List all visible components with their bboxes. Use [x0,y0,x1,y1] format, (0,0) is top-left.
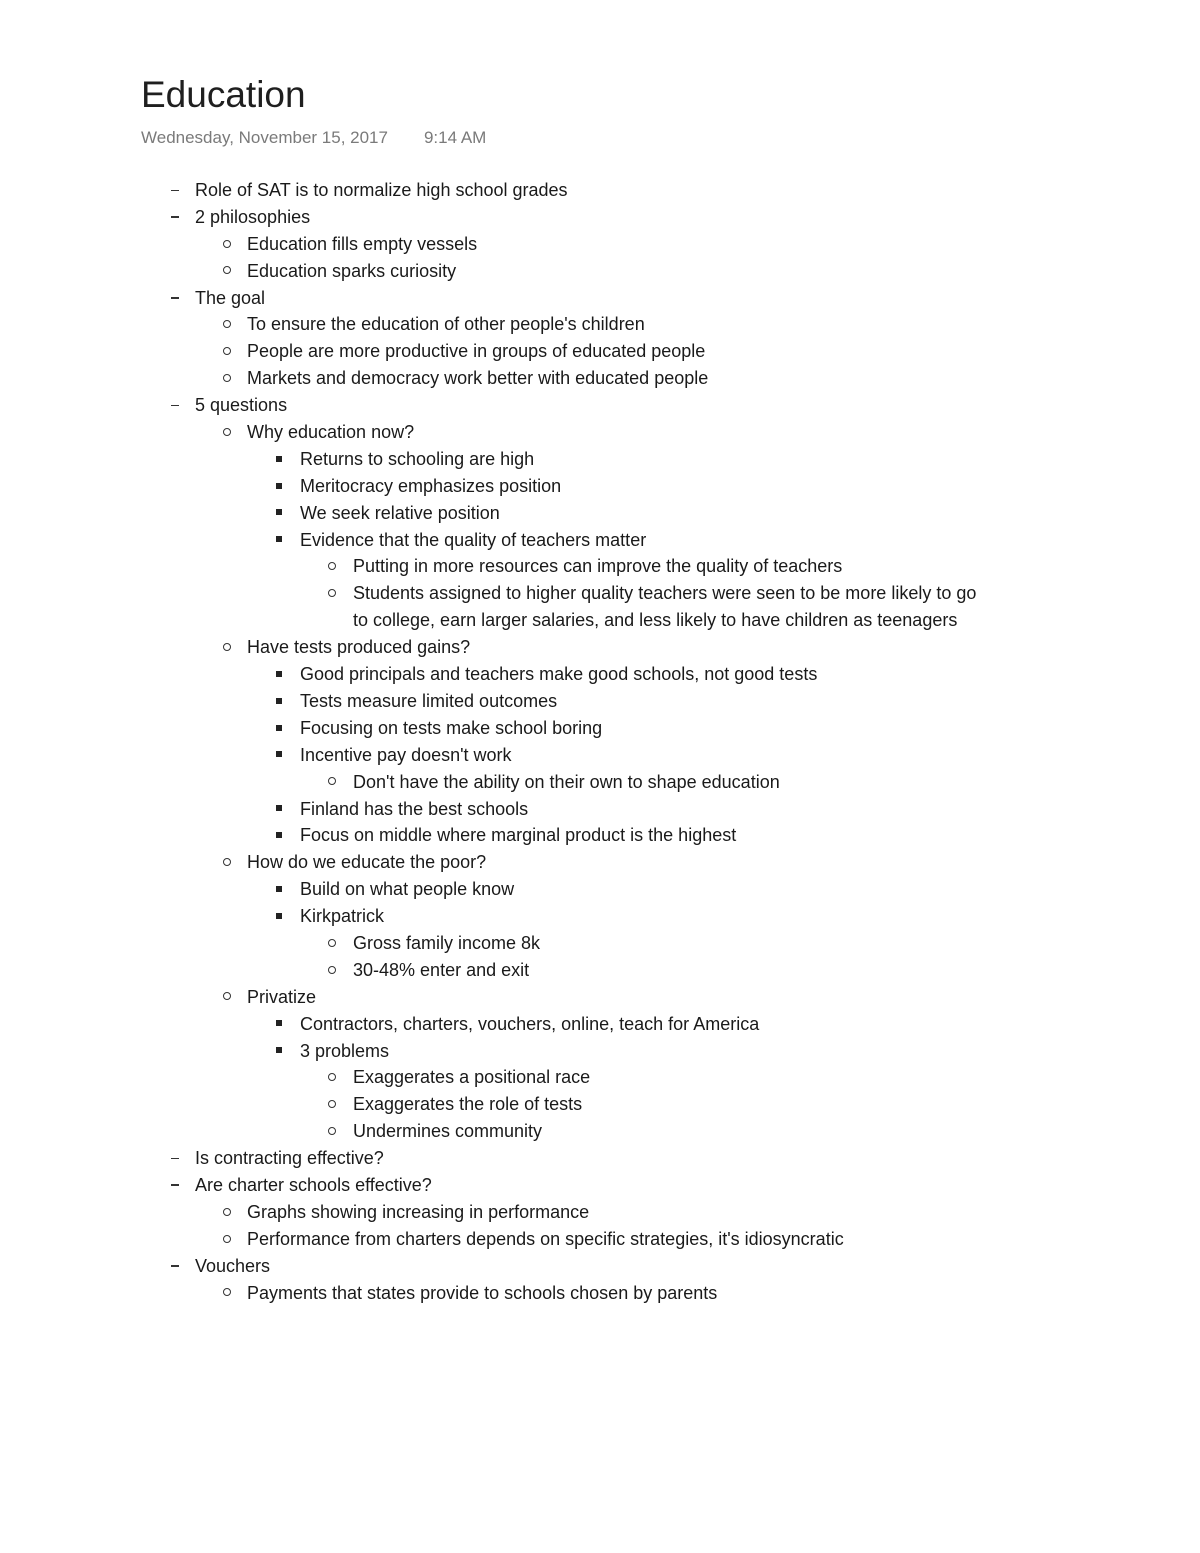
outline-item-text [300,742,512,769]
outline-item-text [195,285,265,312]
outline-item[interactable] [0,204,1200,231]
outline-item-text [247,1199,589,1226]
outline-item-line: Why education now? [247,422,415,443]
dash-bullet-icon [168,285,182,312]
square-bullet-icon [272,527,286,554]
outline-item-text [247,231,477,258]
outline-item[interactable] [0,365,1200,392]
outline-item-text [353,1118,542,1145]
outline-item-line: Performance from charters depends on specific strategies, it's idiosyncratic [247,1228,844,1249]
outline-item-line: Don't have the ability on their own to shape education [353,771,780,792]
outline-item-text [300,796,528,823]
outline-item-line: to college, earn larger salaries, and less likely to have children as teenagers [353,610,958,631]
outline-item-text [195,1253,270,1280]
page-time: 9:14 AM [423,128,487,147]
outline-item[interactable] [0,1253,1200,1280]
outline-item-line: Undermines community [353,1121,543,1142]
circle-bullet-icon [325,553,339,580]
outline-item[interactable] [0,1280,1200,1307]
outline-item-text [195,177,568,204]
outline-item[interactable] [0,231,1200,258]
outline-item-text [300,446,534,473]
outline-item[interactable] [0,1118,1200,1145]
dash-bullet-icon [168,1145,182,1172]
page-title[interactable]: Education [141,74,306,115]
square-bullet-icon [272,903,286,930]
outline-item[interactable] [0,1226,1200,1253]
outline-item-text [300,903,384,930]
outline-item-line: Incentive pay doesn't work [300,744,512,765]
outline-item-text [300,822,736,849]
outline-item[interactable] [0,580,1200,634]
dash-bullet-icon [168,1172,182,1199]
outline-item-line: Meritocracy emphasizes position [300,475,562,496]
outline-item[interactable] [0,796,1200,823]
outline-item-text [247,311,645,338]
outline-item-line: Gross family income 8k [353,932,541,953]
outline-item-text [195,392,287,419]
outline-item-text [247,1226,844,1253]
outline-item-text [247,849,486,876]
outline-item-line: Students assigned to higher quality teachers were seen to be more likely to go [353,583,977,604]
outline-item-line: Education fills empty vessels [247,233,478,254]
outline-item-line: Returns to schooling are high [300,448,535,469]
square-bullet-icon [272,1038,286,1065]
circle-bullet-icon [220,634,234,661]
outline-item[interactable] [0,1091,1200,1118]
square-bullet-icon [272,661,286,688]
outline-item[interactable] [0,1145,1200,1172]
outline-item-text [195,1145,384,1172]
outline-item-line: To ensure the education of other people's children [247,314,645,335]
outline-item-text [195,1172,432,1199]
outline-item[interactable] [0,769,1200,796]
outline-item-line: The goal [195,287,266,308]
circle-bullet-icon [325,1064,339,1091]
outline-item-line: Education sparks curiosity [247,260,457,281]
outline-item-text [300,876,514,903]
outline-item-text [300,715,602,742]
circle-bullet-icon [220,984,234,1011]
outline-item-text [300,527,646,554]
outline-item-line: Good principals and teachers make good schools, not good tests [300,664,818,685]
outline-item[interactable] [0,500,1200,527]
outline-item[interactable] [0,473,1200,500]
outline-item-text [247,419,414,446]
outline-item[interactable] [0,742,1200,769]
outline-item-line: Have tests produced gains? [247,637,471,658]
notes-outline[interactable] [0,177,1200,1306]
outline-item-text [300,661,817,688]
circle-bullet-icon [220,1226,234,1253]
outline-item-text [353,930,540,957]
square-bullet-icon [272,446,286,473]
outline-item-line: 3 problems [300,1040,390,1061]
outline-item-text [300,688,557,715]
circle-bullet-icon [325,957,339,984]
circle-bullet-icon [220,419,234,446]
circle-bullet-icon [325,1118,339,1145]
outline-item-line: Kirkpatrick [300,906,385,927]
outline-item-line: We seek relative position [300,502,500,523]
outline-item[interactable] [0,1199,1200,1226]
outline-item-line: How do we educate the poor? [247,852,487,873]
outline-item[interactable] [0,876,1200,903]
outline-item-line: Putting in more resources can improve the quality of teachers [353,556,843,577]
outline-item-line: Role of SAT is to normalize high school grades [195,180,568,200]
outline-item[interactable] [0,311,1200,338]
outline-item-line: Privatize [247,986,317,1007]
square-bullet-icon [272,796,286,823]
circle-bullet-icon [220,1199,234,1226]
outline-item-line: Payments that states provide to schools chosen by parents [247,1282,718,1303]
outline-item-line: Tests measure limited outcomes [300,690,558,711]
outline-item[interactable] [0,1038,1200,1065]
page-timestamp [141,126,486,150]
outline-item[interactable] [0,338,1200,365]
outline-item[interactable] [0,661,1200,688]
outline-item-line: People are more productive in groups of educated people [247,341,706,362]
square-bullet-icon [272,715,286,742]
square-bullet-icon [272,1011,286,1038]
dash-bullet-icon [168,392,182,419]
circle-bullet-icon [220,311,234,338]
circle-bullet-icon [220,1280,234,1307]
outline-item[interactable] [0,258,1200,285]
circle-bullet-icon [220,365,234,392]
outline-item-text [247,1280,717,1307]
outline-item-text [353,553,842,580]
outline-item-text [353,1091,582,1118]
square-bullet-icon [272,876,286,903]
outline-item-line: Markets and democracy work better with educated people [247,368,709,389]
square-bullet-icon [272,473,286,500]
outline-item-line: Focus on middle where marginal product is the highest [300,825,737,846]
outline-item[interactable] [0,553,1200,580]
outline-item-line: Is contracting effective? [195,1148,384,1169]
page-date: Wednesday, November 15, 2017 [141,128,388,147]
outline-item[interactable] [0,903,1200,930]
outline-item[interactable] [0,957,1200,984]
circle-bullet-icon [325,769,339,796]
outline-item-text [247,365,708,392]
outline-item-line: Are charter schools effective? [195,1174,432,1195]
outline-item-line: Vouchers [195,1255,271,1276]
outline-item-line: Exaggerates a positional race [353,1067,591,1088]
circle-bullet-icon [220,338,234,365]
circle-bullet-icon [220,231,234,258]
square-bullet-icon [272,742,286,769]
outline-item-text [300,1038,389,1065]
outline-item-line: Contractors, charters, vouchers, online, teach for America [300,1013,760,1034]
outline-item-text [353,580,976,634]
outline-item-text [247,984,316,1011]
dash-bullet-icon [168,1253,182,1280]
circle-bullet-icon [325,580,339,607]
dash-bullet-icon [168,177,182,204]
outline-item-text [300,1011,759,1038]
outline-item[interactable] [0,688,1200,715]
outline-item[interactable] [0,634,1200,661]
outline-item[interactable] [0,1172,1200,1199]
outline-item-text [300,500,500,527]
outline-item-text [195,204,310,231]
square-bullet-icon [272,822,286,849]
outline-item[interactable] [0,715,1200,742]
outline-item[interactable] [0,527,1200,554]
outline-item[interactable] [0,392,1200,419]
outline-item-line: Build on what people know [300,879,515,900]
square-bullet-icon [272,500,286,527]
square-bullet-icon [272,688,286,715]
outline-item-text [247,258,456,285]
outline-item-line: Graphs showing increasing in performance [247,1201,590,1222]
outline-item[interactable] [0,1011,1200,1038]
outline-item-line: 2 philosophies [195,206,311,227]
circle-bullet-icon [220,258,234,285]
outline-item-text [353,1064,590,1091]
outline-item[interactable] [0,849,1200,876]
outline-item[interactable] [0,177,1200,204]
outline-item[interactable] [0,984,1200,1011]
outline-item-text [300,473,561,500]
outline-item-text [353,769,780,796]
outline-item-line: Finland has the best schools [300,798,529,819]
outline-item-text [247,634,470,661]
outline-item[interactable] [0,285,1200,312]
dash-bullet-icon [168,204,182,231]
outline-item[interactable] [0,446,1200,473]
circle-bullet-icon [325,930,339,957]
outline-item[interactable] [0,930,1200,957]
outline-item-line: 5 questions [195,395,288,416]
outline-item-line: 30-48% enter and exit [353,959,530,980]
outline-item[interactable] [0,419,1200,446]
outline-item[interactable] [0,1064,1200,1091]
outline-item-line: Evidence that the quality of teachers matter [300,529,647,550]
circle-bullet-icon [220,849,234,876]
outline-item[interactable] [0,822,1200,849]
outline-item-line: Exaggerates the role of tests [353,1094,583,1115]
outline-item-line: Focusing on tests make school boring [300,717,603,738]
outline-item-text [247,338,705,365]
outline-item-text [353,957,529,984]
circle-bullet-icon [325,1091,339,1118]
